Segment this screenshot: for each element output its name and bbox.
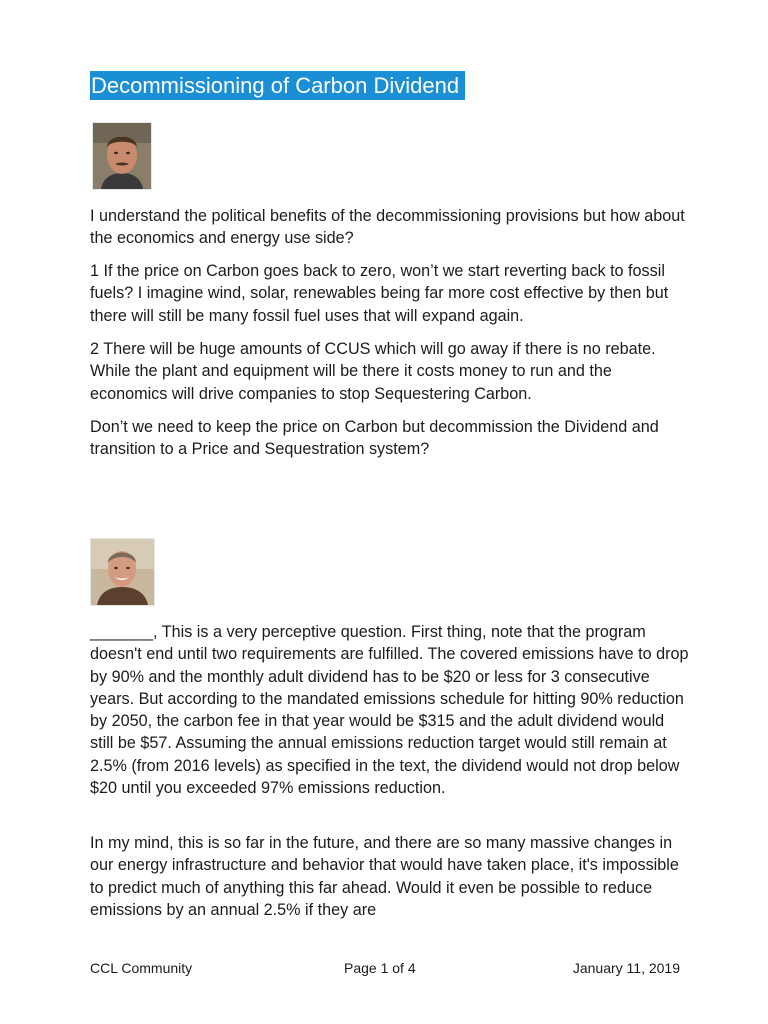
question-paragraph: 1 If the price on Carbon goes back to zero, won’t we start reverting back to fossil fuels? I imagine wind, solar, renewables being far more cost effective by then but there will still be many fossil fuel uses that will expand again. — [90, 262, 669, 325]
footer-source: CCL Community — [90, 960, 193, 976]
answer-author-avatar — [90, 538, 155, 606]
question-paragraph: I understand the political benefits of the decommissioning provisions but how about the economics and energy use side? — [90, 207, 685, 248]
question-author-avatar — [92, 122, 152, 190]
answer-paragraph: _______, This is a very perceptive question. First thing, note that the program doesn't end until two requirements are fulfilled. The covered emissions have to drop by 90% and the monthly adult dividend has to be $20 or less for 3 consecutive years. But according to the mandated emissions schedule for hitting 90% reduction by 2050, the carbon fee in that year would be $315 and the adult dividend would still be $57. Assuming the annual emissions reduction target would still remain at 2.5% (from 2016 levels) as specified in the text, the dividend would not drop below $20 until you exceeded 97% emissions reduction. — [90, 623, 689, 798]
footer-page-number: Page 1 of 4 — [344, 960, 416, 976]
page-footer — [90, 958, 680, 978]
footer-date: January 11, 2019 — [572, 960, 680, 976]
answer-paragraph: In my mind, this is so far in the future, and there are so many massive changes in our energy infrastructure and behavior that would have taken place, it's impossible to predict much of anything this far ahead. Would it even be possible to reduce emissions by an annual 2.5% if they are — [90, 834, 679, 919]
document-title: Decommissioning of Carbon Dividend — [90, 71, 465, 100]
question-paragraph: 2 There will be huge amounts of CCUS which will go away if there is no rebate. While the plant and equipment will be there it costs money to run and the economics will drive companies to stop Sequestering Carbon. — [90, 340, 656, 403]
person-photo-icon — [93, 123, 151, 189]
person-photo-icon — [91, 539, 154, 605]
question-paragraph: Don’t we need to keep the price on Carbon but decommission the Dividend and transition to a Price and Sequestration system? — [90, 418, 659, 459]
